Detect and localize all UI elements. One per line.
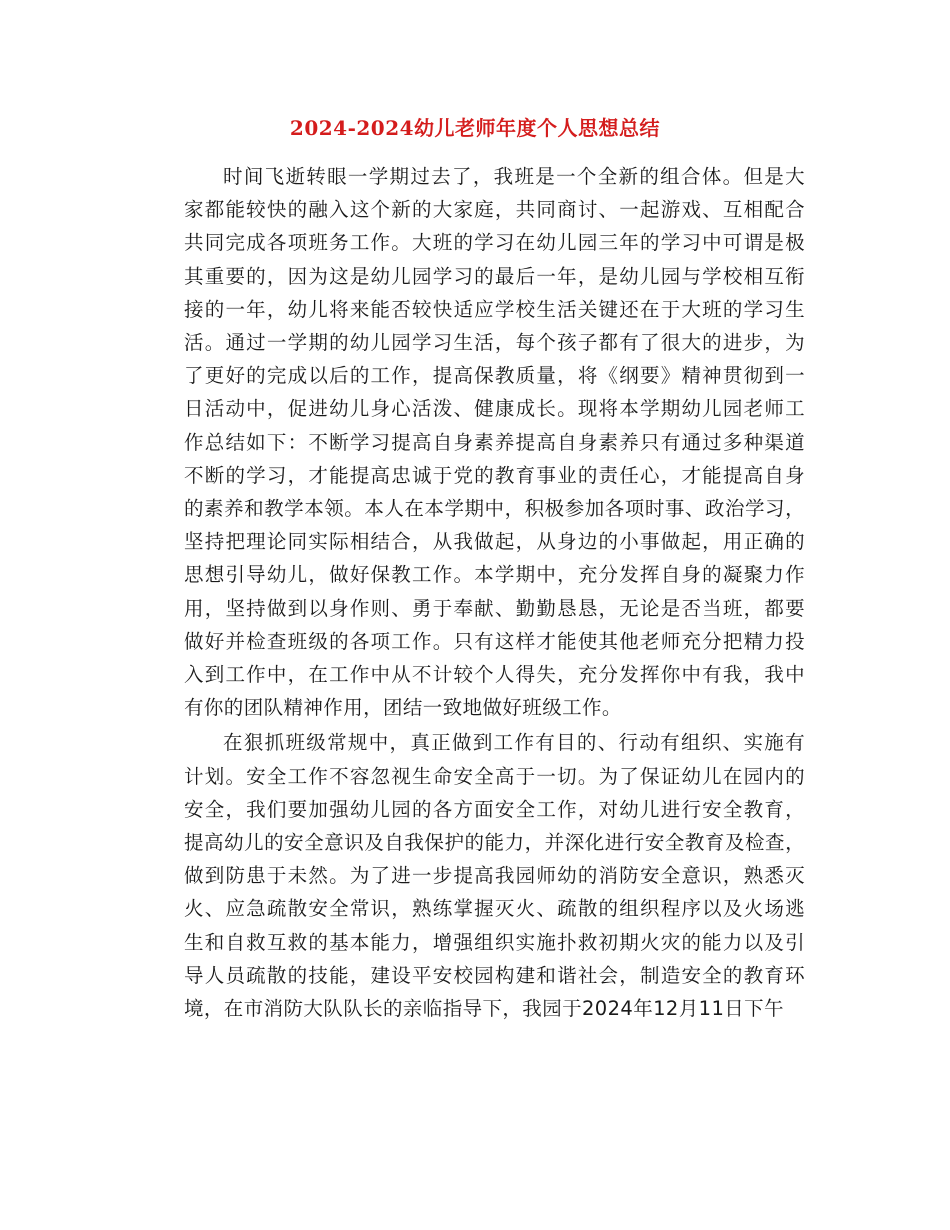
paragraph-1	[145, 160, 805, 724]
document-body	[145, 160, 805, 1027]
text-line: 用，坚持做到以身作则、勇于奉献、勤勤恳恳，无论是否当班，都要	[184, 596, 805, 620]
text-line: 安全，我们要加强幼儿园的各方面安全工作，对幼儿进行安全教育，	[184, 797, 805, 821]
text-line: 境，在市消防大队队长的亲临指导下，我园于2024年12月11日下午	[184, 997, 784, 1021]
text-line: 家都能较快的融入这个新的大家庭，共同商讨、一起游戏、互相配合	[184, 198, 805, 222]
text-line: 生和自救互救的基本能力，增强组织实施扑救初期火灾的能力以及引	[184, 930, 805, 954]
text-line: 其重要的，因为这是幼儿园学习的最后一年，是幼儿园与学校相互衔	[184, 264, 805, 288]
text-line: 入到工作中，在工作中从不计较个人得失，充分发挥你中有我，我中	[184, 663, 805, 687]
document-title: 2024-2024幼儿老师年度个人思想总结	[289, 116, 661, 140]
text-line: 在狠抓班级常规中，真正做到工作有目的、行动有组织、实施有	[223, 731, 805, 755]
text-line: 了更好的完成以后的工作，提高保教质量，将《纲要》精神贯彻到一	[184, 364, 805, 388]
text-line: 的素养和教学本领。本人在本学期中，积极参加各项时事、政治学习，	[184, 497, 805, 521]
text-line: 日活动中，促进幼儿身心活泼、健康成长。现将本学期幼儿园老师工	[184, 397, 805, 421]
text-line: 时间飞逝转眼一学期过去了，我班是一个全新的组合体。但是大	[223, 165, 805, 188]
text-line: 接的一年，幼儿将来能否较快适应学校生活关键还在于大班的学习生	[184, 297, 805, 321]
text-line: 导人员疏散的技能，建设平安校园构建和谐社会，制造安全的教育环	[184, 963, 805, 987]
text-line: 共同完成各项班务工作。大班的学习在幼儿园三年的学习中可谓是极	[184, 231, 805, 255]
text-line: 坚持把理论同实际相结合，从我做起，从身边的小事做起，用正确的	[184, 530, 805, 554]
text-line: 活。通过一学期的幼儿园学习生活，每个孩子都有了很大的进步，为	[184, 331, 805, 355]
paragraph-2	[145, 726, 805, 1025]
text-line: 思想引导幼儿，做好保教工作。本学期中，充分发挥自身的凝聚力作	[184, 563, 805, 587]
text-line: 不断的学习，才能提高忠诚于党的教育事业的责任心，才能提高自身	[184, 463, 805, 487]
text-line: 有你的团队精神作用，团结一致地做好班级工作。	[184, 696, 622, 720]
text-line: 做好并检查班级的各项工作。只有这样才能使其他老师充分把精力投	[184, 629, 805, 653]
text-line: 做到防患于未然。为了进一步提高我园师幼的消防安全意识，熟悉灭	[184, 864, 805, 888]
text-line: 作总结如下：不断学习提高自身素养提高自身素养只有通过多种渠道	[184, 430, 805, 454]
text-line: 火、应急疏散安全常识，熟练掌握灭火、疏散的组织程序以及火场逃	[184, 897, 805, 921]
text-line: 计划。安全工作不容忽视生命安全高于一切。为了保证幼儿在园内的	[184, 764, 805, 788]
text-line: 提高幼儿的安全意识及自我保护的能力，并深化进行安全教育及检查，	[184, 831, 805, 855]
